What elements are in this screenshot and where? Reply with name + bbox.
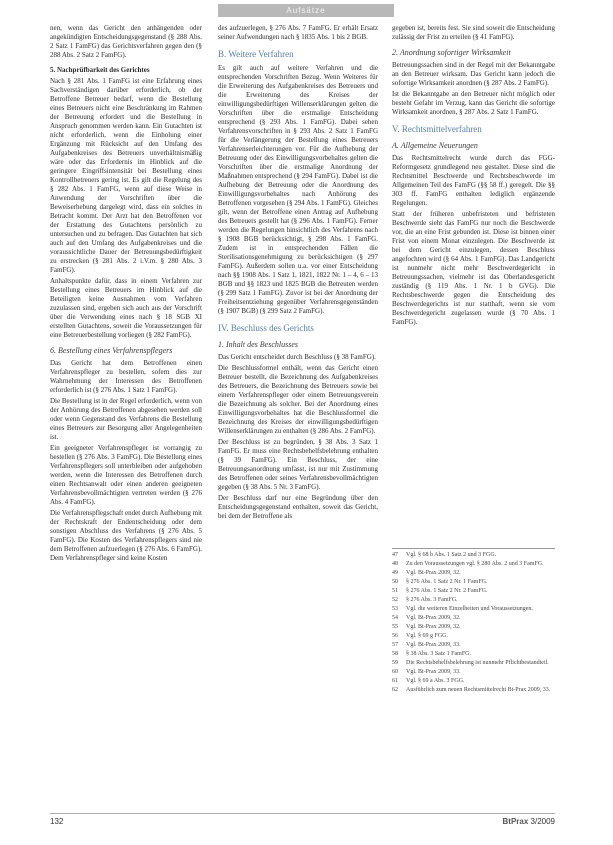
section-header: Aufsätze — [218, 4, 394, 17]
footnote-text: § 276 Abs. 1 Satz 2 Nr. 1 FamFG. — [406, 578, 488, 585]
footnote-number: 50 — [392, 578, 398, 585]
footnote-text: Vgl. Bt-Prax 2009, 32. — [406, 614, 461, 621]
paragraph: Die Beschlussformel enthält, wenn das Gericht einen Betreuer bestellt, die Bezeichnung des Aufgabenkreises des Betreuers, die Bezeichnung des Betreuers sowie bei einem Verfahrenspfleger oder einem Betreuungsverein die Bezeichnung als solcher. Bei der Anordnung eines Einwilligungsvorbehaltes hat die Beschlussformel die Bezeichnung des Kreises der einwilligungsbedürftigen Willenserklärungen zu enthalten (§ 286 Abs. 2 FamFG). — [218, 364, 378, 435]
paragraph: Betreuungssachen sind in der Regel mit der Bekanntgabe an den Betreuer wirksam. Das Gericht kann jedoch die sofortige Wirksamkeit anordnen (§ 287 Abs. 2 FamFG). — [392, 61, 555, 87]
footnote-number: 52 — [392, 596, 398, 603]
footnote-text: § 38 Abs. 3 Satz 1 FamFG. — [406, 650, 472, 657]
footnote-number: 62 — [392, 686, 398, 693]
footnote-number: 47 — [392, 552, 398, 558]
footnote — [392, 570, 555, 578]
footnote-number: 58 — [392, 650, 398, 657]
footnote — [392, 669, 555, 677]
subheading: 1. Inhalt des Beschlusses — [218, 340, 298, 349]
footnote — [392, 597, 555, 605]
footnote-number: 53 — [392, 605, 398, 612]
footnote-number: 61 — [392, 677, 398, 684]
paragraph: Der Beschluss ist zu begründen, § 38 Abs. 3 Satz 1 FamFG. Er muss eine Rechtsbehelfsbelehrung enthalten (§ 39 FamFG). Ein Beschluss, der eine Betreuungsanordnung umfasst, ist nur mit Zustimmung des Betroffenen oder seines Verfahrensbevollmächtigten gegeben (§ 38 Abs. 5 Nr. 3 FamFG). — [218, 438, 378, 491]
footnote-number: 55 — [392, 623, 398, 630]
paragraph: Anhaltspunkte dafür, dass in einem Verfahren zur Bestellung eines Betreuers im Hinblick auf die Beteiligten keine Ausnahmen vom Verfahren zuzulassen sind, ergeben sich auch aus der Vorschrift über die Verwendung eines nach § 18 SGB XI erstellten Gutachtens, soweit die Voraussetzungen für eine Betreuerbestellung vorliegen (§ 282 FamFG). — [50, 277, 202, 339]
paragraph: Das Rechtsmittelrecht wurde durch das FGG-Reformgesetz grundlegend neu gestaltet. Diese sind die Rechtsmittel Beschwerde und Rechtsbeschwerde im Allgemeinen Teil des FamFG (§§ 58 ff.) geregelt. Die §§ 303 ff. FamFG enthalten lediglich ergänzende Regelungen. — [392, 154, 555, 207]
footnote-number: 48 — [392, 560, 398, 567]
paragraph: Ein geeigneter Verfahrenspfleger ist vorrangig zu bestellen (§ 276 Abs. 3 FamFG). Die Bestellung eines Verfahrenspflegers soll unterbleiben oder aufgehoben werden, wenn die Interessen des Betroffenen durch einen Rechtsanwalt oder einen anderen geeigneten Verfahrensbevollmächtigten vertreten werden (§ 276 Abs. 4 FamFG). — [50, 444, 202, 506]
journal-name: BtPrax — [502, 817, 529, 826]
subheading: 5. Nachprüfbarkeit des Gerichtes — [50, 66, 150, 74]
footnote-text: Vgl. die weiteren Einzelheiten und Voraussetzungen. — [406, 605, 533, 612]
footnote — [392, 561, 555, 569]
footnote — [392, 579, 555, 587]
footnote — [392, 552, 555, 560]
paragraph: Die Verfahrenspflegschaft endet durch Aufhebung mit der Rechtskraft der Endentscheidung oder dem sonstigen Abschluss des Verfahrens (§ 276 Abs. 5 FamFG). Die Kosten des Verfahrenspflegers sind nie dem Betroffenen aufzuerlegen (§ 276 Abs. 6 FamFG). Dem Verfahrenspfleger sind keine Kosten — [50, 509, 202, 562]
footnote-text: Vgl. Bt-Prax 2009, 32. — [406, 569, 461, 576]
paragraph: Das Gericht entscheidet durch Beschluss (§ 38 FamFG). — [218, 353, 376, 361]
paragraph: nen, wenn das Gericht den anhängenden oder angekündigten Entscheidungsgegenstand (§ 288 Abs. 2 Satz 1 FamFG) das Gerichtsverfahren gegen den (§ 288 Abs. 2 Satz 2 FamFG). — [50, 24, 202, 59]
issue-number: 3/2009 — [530, 817, 555, 826]
footnote-text: Zu den Voraussetzungen vgl. § 280 Abs. 2 und 3 FamFG. — [406, 560, 544, 567]
footnote-text: Ausführlich zum neuen Rechtsmittelrecht Bt-Prax 2009, 33. — [406, 686, 551, 693]
footnote-number: 49 — [392, 569, 398, 576]
footnote — [392, 633, 555, 641]
section-heading: B. Weitere Verfahren — [218, 49, 294, 59]
page-number: 132 — [50, 817, 64, 826]
footnote-number: 60 — [392, 668, 398, 675]
footnote-number: 57 — [392, 641, 398, 648]
paragraph: gegeben ist, bereits fest. Sie sind soweit die Entscheidung zulässig der Frist zu erteilen (§ 41 FamFG). — [392, 24, 555, 41]
paragraph: Ist die Bekanntgabe an den Betreuer nicht möglich oder besteht Gefahr im Verzug, kann das Gericht die sofortige Wirksamkeit anordnen, § 287 Abs. 2 Satz 1 FamFG. — [392, 90, 555, 116]
footnote-text: Vgl. § 68 b Abs. 1 Satz 2 und 3 FGG. — [406, 552, 497, 558]
footnote — [392, 678, 555, 686]
journal-issue — [503, 817, 556, 826]
section-heading: IV. Beschluss des Gerichts — [218, 323, 314, 333]
footnote — [392, 687, 555, 695]
subheading: 6. Bestellung eines Verfahrenspflegers — [50, 346, 173, 355]
footnote-text: Vgl. Bt-Prax 2009, 33. — [406, 641, 461, 648]
section-heading: V. Rechtsmittelverfahren — [392, 124, 482, 134]
subheading: 2. Anordnung sofortiger Wirksamkeit — [392, 48, 511, 57]
footnote-text: Vgl. Bt-Prax 2009, 32. — [406, 623, 461, 630]
paragraph: Die Bestellung ist in der Regel erforderlich, wenn von der Anhörung des Betroffenen abgesehen werden soll oder wenn Gegenstand des Verfahrens die Bestellung eines Betreuers zur Besorgung aller Angelegenheiten ist. — [50, 397, 202, 441]
text-column-2 — [218, 24, 378, 523]
footnote — [392, 660, 555, 668]
footnote-text: Die Rechtsbehelfsbelehrung ist nunmehr Pflichtbestandteil. — [406, 659, 549, 666]
footnote-number: 56 — [392, 632, 398, 639]
footnote — [392, 615, 555, 623]
footnote-text: Vgl. Bt-Prax 2009, 33. — [406, 668, 461, 675]
subheading: A. Allgemeine Neuerungen — [392, 141, 478, 150]
footnote — [392, 606, 555, 614]
footnote — [392, 624, 555, 632]
paragraph: des aufzuerlegen, § 276 Abs. 7 FamFG. Er erhält Ersatz seiner Aufwendungen nach § 1835 Abs. 1 bis 2 BGB. — [218, 24, 378, 41]
paragraph: Der Beschluss darf nur eine Begründung über den Entscheidungsgegenstand enthalten, soweit das Gericht, bei dem der Betroffene als — [218, 494, 378, 520]
footnote-text: Vgl. § 69 g FGG. — [406, 632, 449, 639]
footnotes — [392, 548, 555, 696]
text-column-3 — [392, 24, 555, 329]
footnote-text: Vgl. § 69 a Abs. 3 FGG. — [406, 677, 465, 684]
footnote-number: 51 — [392, 587, 398, 594]
footnote-number: 59 — [392, 659, 398, 666]
paragraph: Das Gericht hat dem Betroffenen einen Verfahrenspfleger zu bestellen, sofern dies zur Wahrnehmung der Interessen des Betroffenen erforderlich ist (§ 276 Abs. 1 Satz 1 FamFG). — [50, 359, 202, 394]
paragraph: Nach § 281 Abs. 1 FamFG ist eine Erfahrung eines Sachverständigen darüber erforderlich, ob der Betroffene Betreuer bedarf, wenn die Bestellung eines Betreuers nicht eine Beschränkung im Rahmen der Betreuung erfordert und die Bestellung in Anspruch genommen werden kann. Ein Gutachten ist nicht erforderlich, wenn die Einholung einer Ergänzung mit Rücksicht auf den Umfang des Aufgabenkreises des Betreuers unverhältnismäßig wäre oder das Erfordernis im Hinblick auf die geringere Eingriffsintensität bei Bestellung eines Kontrollbetreuers gering ist. Es gilt die Regelung des § 282 Abs. 1 FamFG, wenn auf diese Weise in Anwendung der Vorschriften über die Beweiserhebung dargelegt wird, dass ein solches in Betracht kommt. Der Arzt hat den Betroffenen vor der Erstattung des Gutachtens persönlich zu untersuchen und zu befragen. Das Gutachten hat sich auch auf den Umfang des Aufgabenkreises und die voraussichtliche Dauer der Betreuungsbedürftigkeit zu erstrecken (§ 281 Abs. 2 i.V.m. § 280 Abs. 3 FamFG). — [50, 77, 202, 274]
footer-divider — [50, 813, 555, 814]
footnote-number: 54 — [392, 614, 398, 621]
footnote-text: § 276 Abs. 1 Satz 2 Nr. 2 FamFG. — [406, 587, 488, 594]
footnote — [392, 642, 555, 650]
paragraph: Statt der früheren unbefristeten und befristeten Beschwerde sieht das FamFG nur noch die Beschwerde vor, die an eine Frist gebunden ist. Diese ist binnen einer Frist von einem Monat einzulegen. Die Beschwerde ist bei dem Gericht einzulegen, dessen Beschluss angefochten wird (§ 64 Abs. 1 FamFG). Das Landgericht ist nunmehr nicht mehr Beschwerdegericht in Betreuungssachen, vielmehr ist das Oberlandesgericht zuständig (§ 119 Abs. 1 Nr. 1 b GVG). Die Rechtsbeschwerde gegen die Entscheidung des Beschwerdegerichts ist nur statthaft, wenn sie vom Beschwerdegericht zugelassen wurde (§ 70 Abs. 1 FamFG). — [392, 210, 555, 326]
footnote — [392, 588, 555, 596]
footnote — [392, 651, 555, 659]
text-column-1 — [50, 24, 202, 565]
paragraph: Es gilt auch auf weitere Verfahren und die entsprechenden Vorschriften Bezug. Wenn Weiteres für die Erweiterung des Aufgabenkreises des Betreuers und die Erweiterung des Kreises der einwilligungsbedürftigen Willenserklärungen gelten die Vorschriften über die erstmalige Entscheidung entsprechend (§ 293 Abs. 1 FamFG). Dabei sehen Verfahrensvorschriften in § 293 Abs. 2 Satz 1 FamFG für die Verlängerung der Bestellung eines Betreuers Verfahrenserleichterungen vor. Für die Aufhebung der Betreuung oder des Einwilligungsvorbehaltes gelten die Vorschriften über die erstmalige Anordnung der Maßnahmen entsprechend (§ 294 FamFG). Dabei ist die Aufhebung der Betreuung oder die Anordnung des Einwilligungsvorbehaltes nach Anhörung des Betroffenen vorgesehen (§ 294 Abs. 1 FamFG). Gleiches gilt, wenn der Betroffene einen Antrag auf Aufhebung des Betreuers gestellt hat (§ 296 Abs. 1 FamFG). Ferner werden die Regelungen hinsichtlich des Verfahrens nach § 1908 BGB berücksichtigt, § 298 Abs. 1 FamFG. Zudem ist in entsprechenden Fällen die Sterilisationsgenehmigung zu berücksichtigen (§ 297 FamFG). Außerdem sollen u.a. vor einer Entscheidung nach §§ 1908 Abs. 1 Satz 1, 1821, 1822 Nr. 1 – 4, 6 – 13 BGB und §§ 1823 und 1825 BGB die Betreuten werden (§ 299 Satz 1 FamFG). Zuvor ist bei der Anordnung der Freiheitsentziehung gegenüber Verfahrensgegenständen (§ 1907 BGB) (§ 299 Satz 2 FamFG). — [218, 64, 378, 315]
footnote-text: § 276 Abs. 3 FamFG. — [406, 596, 458, 603]
